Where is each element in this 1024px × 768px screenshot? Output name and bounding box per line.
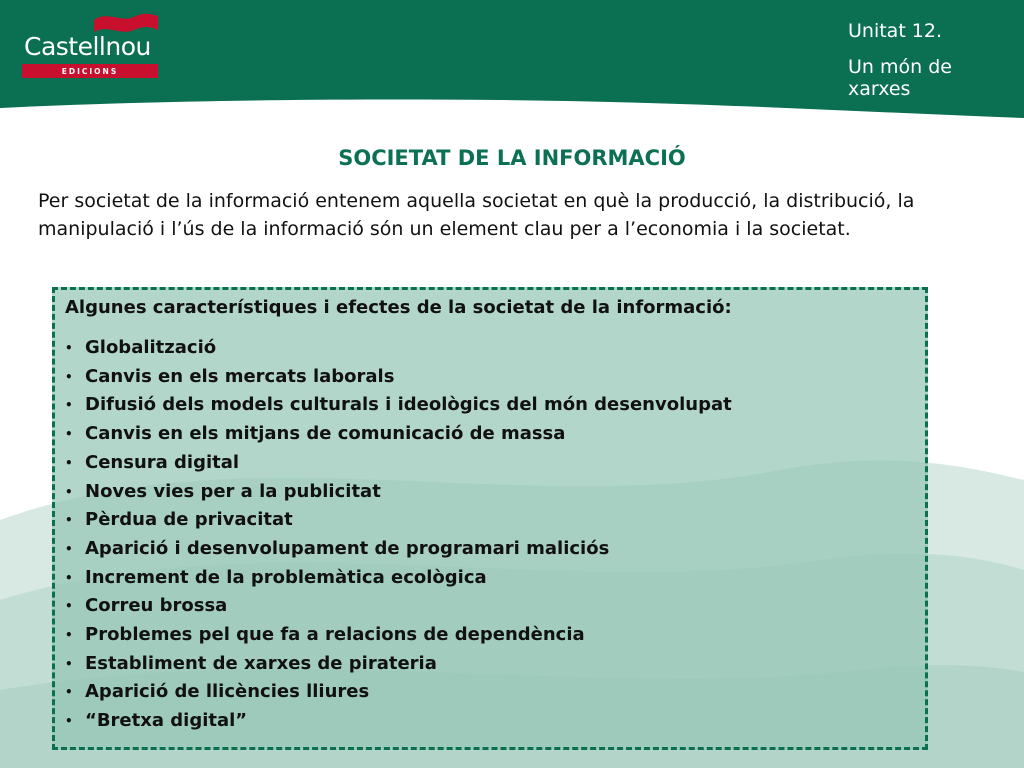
list-item: • Difusió dels models culturals i ideològics del món desenvolupat [65,391,915,420]
bullet-icon: • [65,513,73,528]
list-item: • Problemes pel que fa a relacions de dependència [65,621,915,650]
page-title: SOCIETAT DE LA INFORMACIÓ [338,146,686,170]
list-item: • Censura digital [65,449,915,478]
list-item: • Canvis en els mercats laborals [65,363,915,392]
box-heading: Algunes característiques i efectes de la societat de la informació: [65,297,732,318]
list-item: • Globalització [65,334,915,363]
castellnou-logo [22,10,160,78]
unit-title: Un món de xarxes [848,56,952,100]
list-item: • Noves vies per a la publicitat [65,478,915,507]
bullet-icon: • [65,628,73,643]
logo-bar [22,64,158,78]
bullet-icon: • [65,685,73,700]
list-item: • Canvis en els mitjans de comunicació de massa [65,420,915,449]
list-item: • Aparició i desenvolupament de programari maliciós [65,535,915,564]
bullet-icon: • [65,427,73,442]
list-item: • Increment de la problemàtica ecològica [65,564,915,593]
bullet-icon: • [65,455,73,470]
bullet-icon: • [65,484,73,499]
characteristics-list [65,334,915,736]
bullet-icon: • [65,341,73,355]
list-item: • Correu brossa [65,592,915,621]
bullet-icon: • [65,714,73,729]
bullet-icon: • [65,398,73,413]
list-item: • Aparició de llicències lliures [65,678,915,707]
unit-number: Unitat 12. [848,20,943,42]
bullet-icon: • [65,541,73,556]
intro-paragraph: Per societat de la informació entenem aquella societat en què la producció, la distribució, la manipulació i l’ús de la informació són un element clau per a l’economia i la societat. [38,190,915,240]
list-item: • Establiment de xarxes de pirateria [65,650,915,679]
list-item: • “Bretxa digital” [65,707,915,736]
bullet-icon: • [65,369,73,384]
unit-label [848,20,978,100]
bullet-icon: • [65,570,73,585]
logo-subtitle: EDICIONS [61,66,119,76]
bullet-icon: • [65,599,73,614]
characteristics-box [52,287,928,750]
list-item: • Pèrdua de privacitat [65,506,915,535]
logo-name: Castellnou [24,32,151,61]
bullet-icon: • [65,656,73,671]
